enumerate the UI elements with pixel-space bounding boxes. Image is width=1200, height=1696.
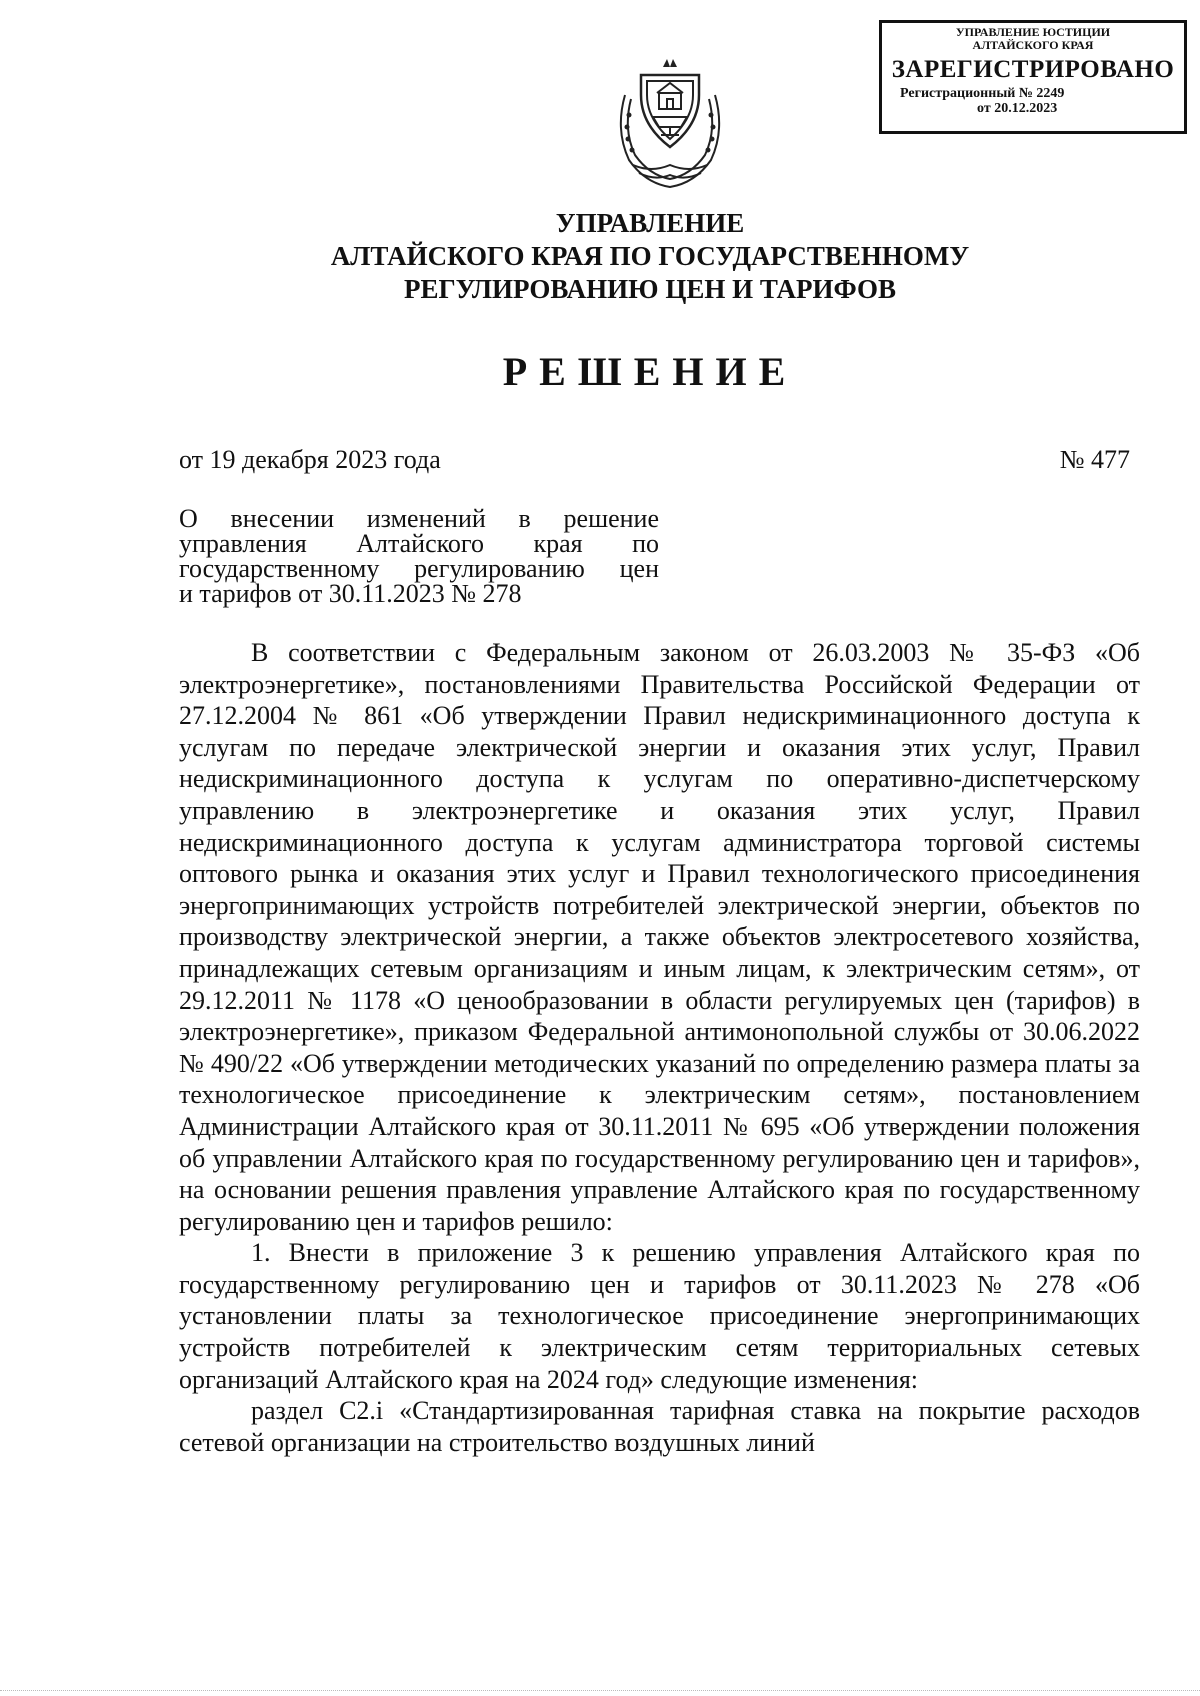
section-c2i-paragraph: раздел C2.i «Стандартизированная тарифная ставка на покрытие расходов сетевой организации на строительство воздушных линий — [179, 1396, 1140, 1457]
subject-line2: управления Алтайского края по — [179, 529, 659, 558]
stamp-status: ЗАРЕГИСТРИРОВАНО — [891, 56, 1175, 83]
authority-line1: УПРАВЛЕНИЕ — [555, 208, 745, 238]
authority-line3: РЕГУЛИРОВАНИЮ ЦЕН И ТАРИФОВ — [403, 274, 897, 304]
document-number: № 477 — [1059, 445, 1130, 474]
stamp-reg-number: Регистрационный № 2249 — [900, 86, 1065, 101]
subject-line4: и тарифов от 30.11.2023 № 278 — [179, 579, 522, 608]
stamp-reg-date: от 20.12.2023 — [977, 101, 1058, 116]
document-date: от 19 декабря 2023 года — [179, 445, 441, 474]
stamp-authority-line1: УПРАВЛЕНИЕ ЮСТИЦИИ — [955, 25, 1111, 39]
page-bottom-edge — [0, 1690, 1200, 1693]
issuing-authority — [150, 207, 1150, 306]
preamble-paragraph: В соответствии с Федеральным законом от 26.03.2003 № 35-ФЗ «Об электроэнергетике», постановлениями Правительства Российской Федерации от 27.12.2004 № 861 «Об утверждении Правил недискриминационного доступа к услугам по передаче электрической энергии и оказания этих услуг, Правил недискриминационного доступа к услугам по оперативно-диспетчерскому управлению в электроэнергетике и оказания этих услуг, Правил недискриминационного доступа к услугам администратора торговой системы оптового рынка и оказания этих услуг и Правил технологического присоединения энергопринимающих устройств потребителей электрической энергии, объектов по производству электрической энергии, а также объектов электросетевого хозяйства, принадлежащих сетевым организациям и иным лицам, к электрическим сетям», от 29.12.2011 № 1178 «О ценообразовании в области регулируемых цен (тарифов) в электроэнергетике», приказом Федеральной антимонопольной службы от 30.06.2022 № 490/22 «Об утверждении методических указаний по определению размера платы за технологическое присоединение к электрическим сетям», постановлением Администрации Алтайского края от 30.11.2011 № 695 «Об утверждении положения об управлении Алтайского края по государственному регулированию цен и тарифов», на основании решения правления управление Алтайского края по государственному регулированию цен и тарифов решило: — [179, 638, 1140, 1236]
document-subject — [179, 506, 659, 606]
document-type: РЕШЕНИЕ — [502, 349, 798, 394]
subject-line1: О внесении изменений в решение — [179, 504, 659, 533]
authority-line2: АЛТАЙСКОГО КРАЯ ПО ГОСУДАРСТВЕННОМУ — [330, 241, 970, 271]
stamp-authority-line2: АЛТАЙСКОГО КРАЯ — [972, 38, 1094, 52]
document-body — [179, 637, 1140, 1458]
subject-line3: государственному регулированию цен — [179, 554, 659, 583]
registration-stamp — [879, 20, 1187, 134]
altai-krai-coat-of-arms-icon — [611, 55, 729, 193]
item-1-paragraph: 1. Внести в приложение 3 к решению управления Алтайского края по государственному регулированию цен и тарифов от 30.11.2023 № 278 «Об установлении платы за технологическое присоединение энергопринимающих устройств потребителей к электрическим сетям территориальных сетевых организаций Алтайского края на 2024 год» следующие изменения: — [179, 1238, 1140, 1394]
